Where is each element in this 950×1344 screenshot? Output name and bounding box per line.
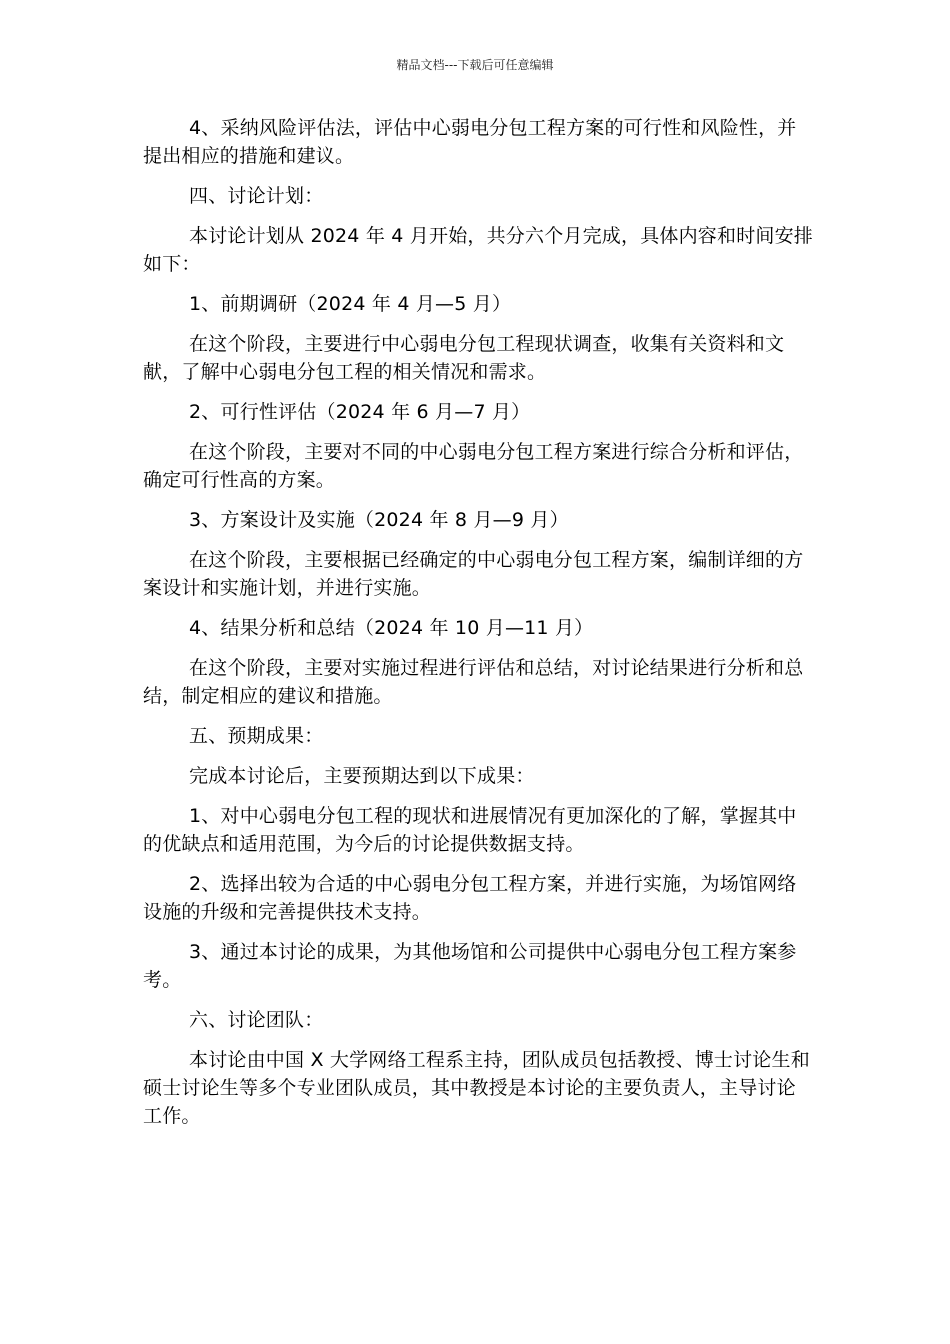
phase-heading-4: 4、结果分析和总结（2024 年 10 月—11 月）: [189, 617, 594, 639]
document-body: [143, 114, 813, 1142]
paragraph-outcomes-intro: 完成本讨论后，主要预期达到以下成果：: [189, 765, 535, 787]
section-heading-team: 六、讨论团队：: [189, 1009, 324, 1031]
page-header: 精品文档---下载后可任意编辑: [396, 58, 554, 72]
phase-heading-1: 1、前期调研（2024 年 4 月—5 月）: [189, 293, 512, 315]
phase-heading-3: 3、方案设计及实施（2024 年 8 月—9 月）: [189, 509, 569, 531]
phase-description-3: 在这个阶段，主要根据已经确定的中心弱电分包工程方案，编制详细的方案设计和实施计划，并进行实施。: [143, 549, 804, 599]
section-heading-plan: 四、讨论计划：: [189, 185, 324, 207]
paragraph-team: 本讨论由中国 X 大学网络工程系主持，团队成员包括教授、博士讨论生和硕士讨论生等多个专业团队成员，其中教授是本讨论的主要负责人，主导讨论工作。: [143, 1049, 810, 1127]
phase-description-4: 在这个阶段，主要对实施过程进行评估和总结，对讨论结果进行分析和总结，制定相应的建议和措施。: [143, 657, 804, 707]
outcome-item-1: 1、对中心弱电分包工程的现状和进展情况有更加深化的了解，掌握其中的优缺点和适用范围，为今后的讨论提供数据支持。: [143, 805, 797, 855]
phase-heading-2: 2、可行性评估（2024 年 6 月—7 月）: [189, 401, 531, 423]
outcome-item-2: 2、选择出较为合适的中心弱电分包工程方案，并进行实施，为场馆网络设施的升级和完善提供技术支持。: [143, 873, 797, 923]
outcome-item-3: 3、通过本讨论的成果，为其他场馆和公司提供中心弱电分包工程方案参考。: [143, 941, 797, 991]
section-heading-outcomes: 五、预期成果：: [189, 725, 324, 747]
paragraph-method-4: 4、采纳风险评估法，评估中心弱电分包工程方案的可行性和风险性，并提出相应的措施和建议。: [143, 117, 797, 167]
paragraph-plan-intro: 本讨论计划从 2024 年 4 月开始，共分六个月完成，具体内容和时间安排如下：: [143, 225, 814, 275]
phase-description-2: 在这个阶段，主要对不同的中心弱电分包工程方案进行综合分析和评估，确定可行性高的方案。: [143, 441, 804, 491]
phase-description-1: 在这个阶段，主要进行中心弱电分包工程现状调查，收集有关资料和文献，了解中心弱电分包工程的相关情况和需求。: [143, 333, 785, 383]
